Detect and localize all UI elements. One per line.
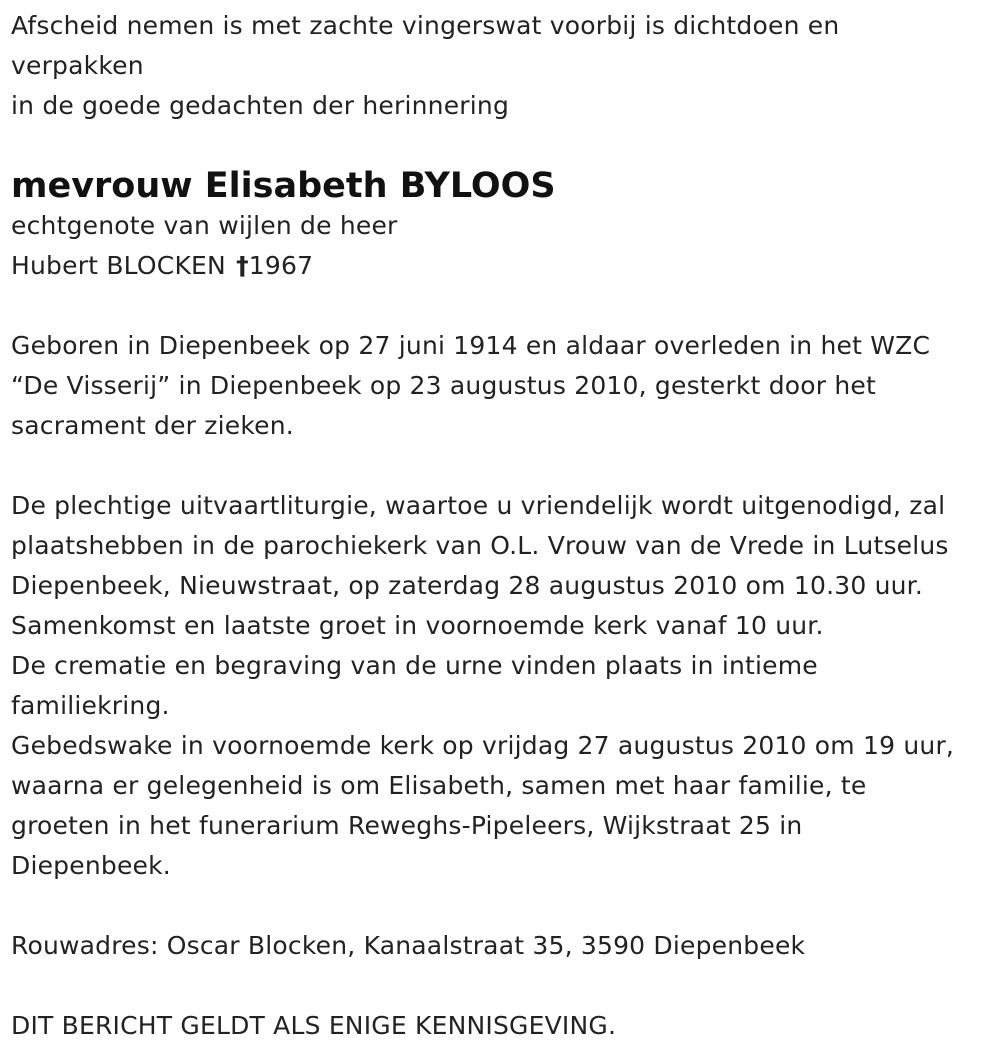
spouse-death-year: 1967 <box>248 251 314 280</box>
birth-death-line-1: Geboren in Diepenbeek op 27 juni 1914 en aldaar overleden in het WZC <box>11 331 931 360</box>
verse-line-2: verpakken <box>11 51 144 80</box>
verse-line-3: in de goede gedachten der herinnering <box>11 91 510 120</box>
spacer <box>11 126 996 166</box>
mourning-address: Rouwadres: Oscar Blocken, Kanaalstraat 35, 3590 Diepenbeek <box>11 931 806 960</box>
ceremony-line-7: Gebedswake in voornoemde kerk op vrijdag 27 augustus 2010 om 19 uur, <box>11 731 955 760</box>
spacer <box>11 966 996 1006</box>
ceremony-line-10: Diepenbeek. <box>11 851 171 880</box>
ceremony-line-6: familiekring. <box>11 691 170 720</box>
spacer <box>11 446 996 486</box>
spouse-line <box>11 246 996 286</box>
ceremony-line-8: waarna er gelegenheid is om Elisabeth, samen met haar familie, te <box>11 771 867 800</box>
birth-death-line-2: “De Visserij” in Diepenbeek op 23 augustus 2010, gesterkt door het <box>11 371 877 400</box>
ceremony-line-1: De plechtige uitvaartliturgie, waartoe u vriendelijk wordt uitgenodigd, zal <box>11 491 946 520</box>
ceremony-line-2: plaatshebben in de parochiekerk van O.L. Vrouw van de Vrede in Lutselus <box>11 531 949 560</box>
ceremony-line-9: groeten in het funerarium Reweghs-Pipeleers, Wijkstraat 25 in <box>11 811 803 840</box>
deceased-name: mevrouw Elisabeth BYLOOS <box>11 166 556 206</box>
notice-statement: DIT BERICHT GELDT ALS ENIGE KENNISGEVING. <box>11 1011 617 1040</box>
spacer <box>11 286 996 326</box>
ceremony-line-5: De crematie en begraving van de urne vinden plaats in intieme <box>11 651 818 680</box>
ceremony-line-4: Samenkomst en laatste groet in voornoemde kerk vanaf 10 uur. <box>11 611 824 640</box>
relation-text: echtgenote van wijlen de heer <box>11 211 398 240</box>
cross-icon: † <box>236 251 249 280</box>
spacer <box>11 886 996 926</box>
verse-line-1: Afscheid nemen is met zachte vingerswat voorbij is dichtdoen en <box>11 11 840 40</box>
birth-death-line-3: sacrament der zieken. <box>11 411 294 440</box>
ceremony-line-3: Diepenbeek, Nieuwstraat, op zaterdag 28 augustus 2010 om 10.30 uur. <box>11 571 923 600</box>
obituary-notice <box>11 6 996 1046</box>
spouse-name: Hubert BLOCKEN <box>11 251 226 280</box>
